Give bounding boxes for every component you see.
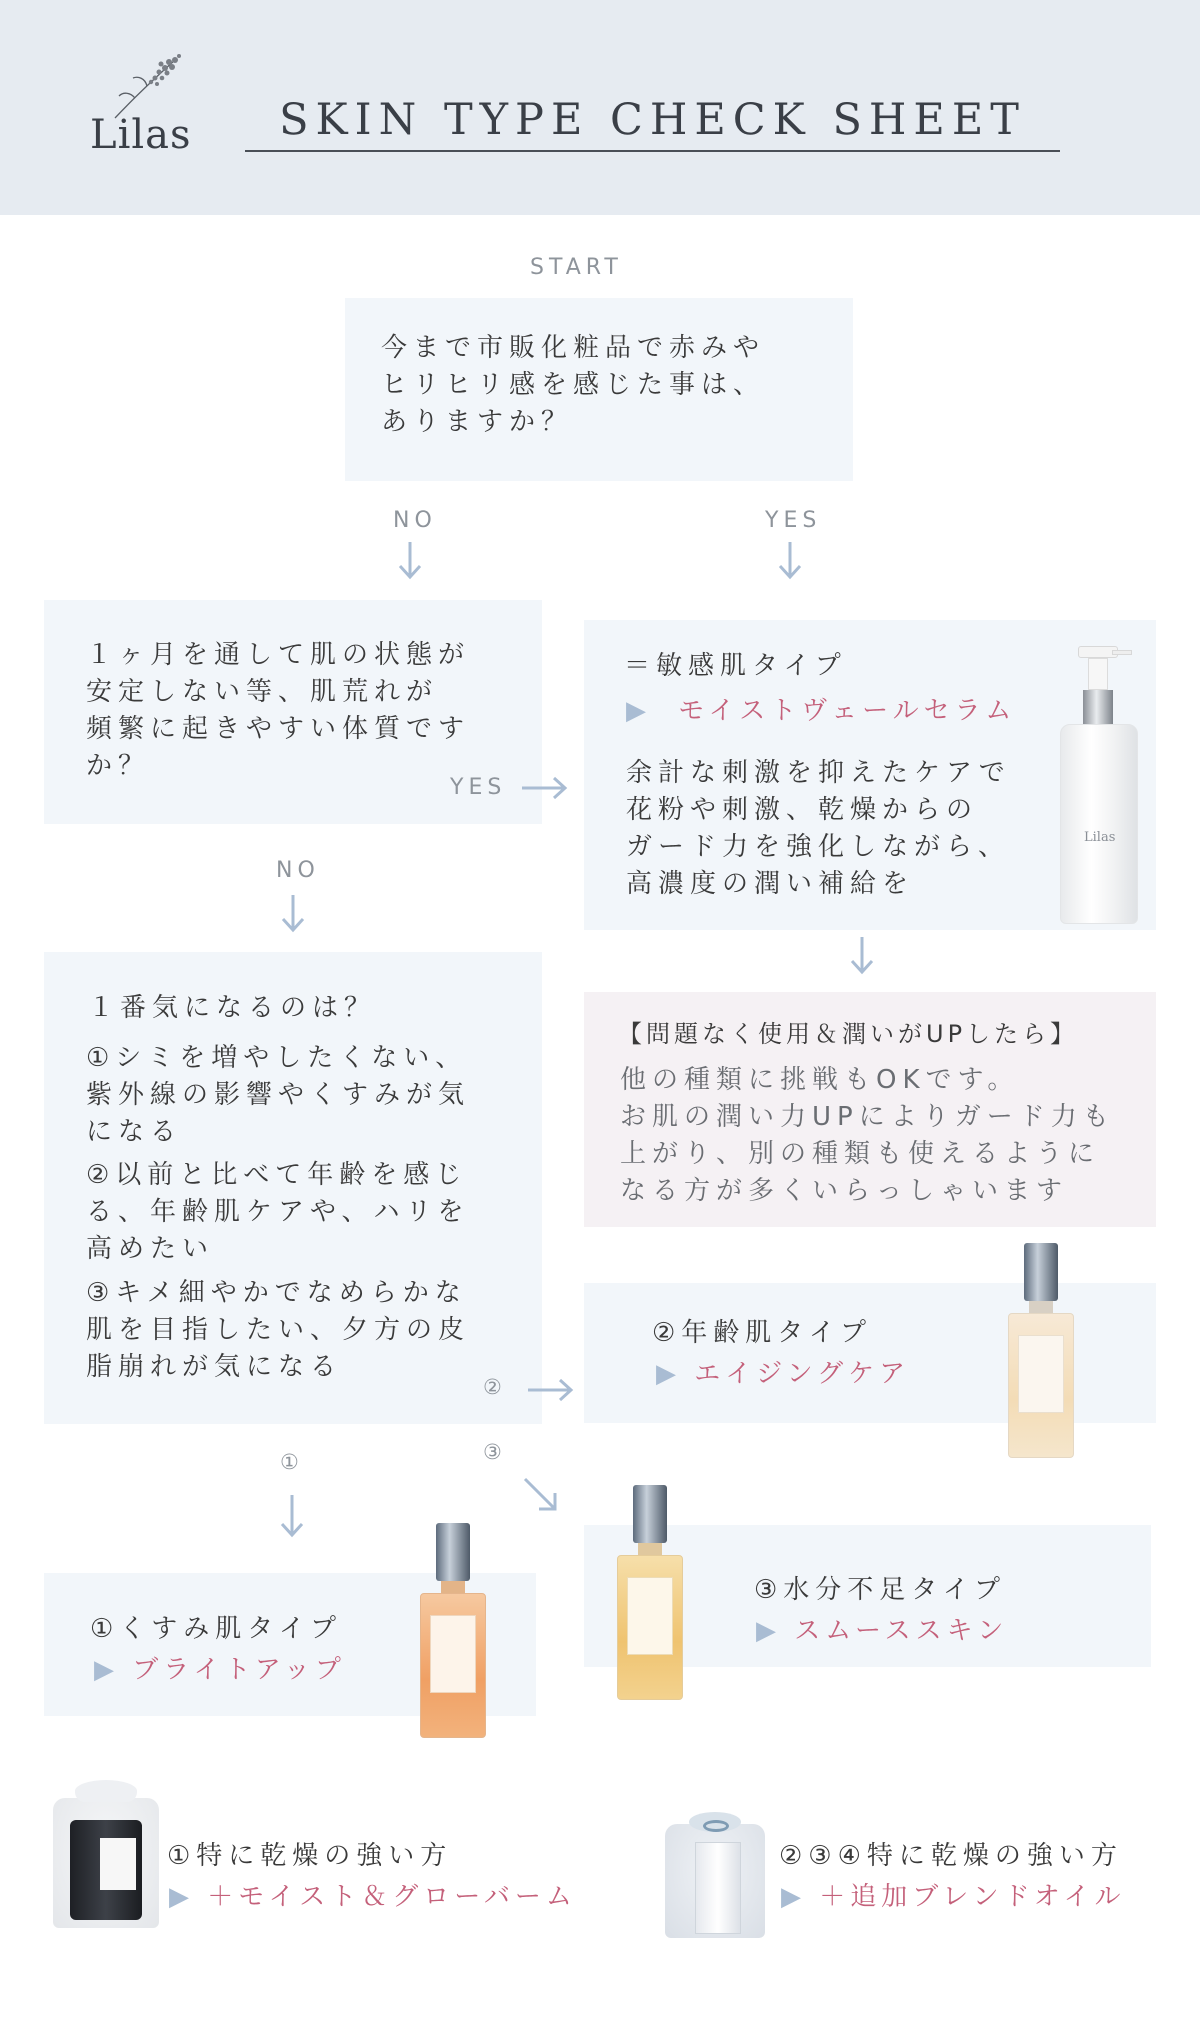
- down-arrow-icon: [398, 540, 422, 580]
- note-line-2: お肌の潤い力UPによりガード力も: [620, 1102, 1115, 1132]
- option-1-line-2: 紫外線の影響やくすみが気: [86, 1080, 471, 1110]
- aging-type-title: ②年齢肌タイプ: [652, 1318, 873, 1348]
- down-arrow-icon: [850, 935, 874, 975]
- balm-product-link[interactable]: [169, 1876, 577, 1913]
- dull-product-link[interactable]: [94, 1649, 346, 1686]
- serum-bottle-label: Lilas: [1084, 830, 1116, 845]
- bottom-left-title: ①特に乾燥の強い方: [167, 1841, 453, 1871]
- question-2-line-1: １ヶ月を通して肌の状態が: [86, 640, 471, 670]
- dry-bottle-image: [617, 1485, 683, 1700]
- down-arrow-icon: [778, 540, 802, 580]
- sensitive-type-box: [584, 620, 1156, 930]
- oil-product-link[interactable]: [781, 1876, 1126, 1913]
- triangle-icon: ▶: [626, 696, 651, 726]
- dull-type-title: ①くすみ肌タイプ: [90, 1614, 343, 1644]
- diagonal-arrow-icon: [522, 1476, 560, 1514]
- down-arrow-icon: [281, 893, 305, 933]
- note-box: [584, 992, 1156, 1227]
- triangle-icon: ▶: [656, 1359, 681, 1389]
- dry-product-link[interactable]: [756, 1610, 1008, 1647]
- oil-gift-bag-image: [655, 1812, 775, 1942]
- option-3-line-3: 脂崩れが気になる: [86, 1352, 343, 1382]
- triangle-icon: ▶: [94, 1655, 119, 1685]
- question-3-title: １番気になるのは？: [88, 993, 377, 1023]
- answer-no-label: NO: [393, 508, 437, 533]
- title-underline: [245, 150, 1060, 152]
- sensitive-product-link[interactable]: [626, 690, 1016, 727]
- note-line-1: 他の種類に挑戦もOKです。: [620, 1065, 1020, 1095]
- option-1-marker: ①: [280, 1450, 299, 1474]
- option-2-marker: ②: [483, 1375, 502, 1399]
- question-1-line-1: 今まで市販化粧品で赤みや: [381, 333, 766, 363]
- triangle-icon: ▶: [781, 1882, 806, 1912]
- down-arrow-icon: [280, 1493, 304, 1538]
- balm-product-name: ＋モイスト＆グローバーム: [207, 1882, 577, 1912]
- question-2-line-2: 安定しない等、肌荒れが: [86, 677, 439, 707]
- sensitive-product-name: モイストヴェールセラム: [678, 696, 1017, 726]
- question-3-box: [44, 952, 542, 1424]
- bottom-right-title: ②③④特に乾燥の強い方: [779, 1841, 1123, 1871]
- option-2-line-2: る、年齢肌ケアや、ハリを: [86, 1197, 470, 1227]
- brand-logo[interactable]: Lilas: [90, 112, 192, 158]
- option-3-line-1: ③キメ細やかでなめらかな: [86, 1278, 467, 1308]
- sensitive-desc-line-4: 高濃度の潤い補給を: [626, 869, 915, 899]
- option-2-line-3: 高めたい: [86, 1234, 215, 1264]
- dull-bottle-image: [420, 1523, 486, 1738]
- question-1-line-3: ありますか？: [381, 407, 574, 437]
- question-1-box: [345, 298, 853, 481]
- sensitive-type-title: ＝敏感肌タイプ: [624, 651, 847, 681]
- option-2-line-1: ②以前と比べて年齢を感じ: [86, 1160, 468, 1190]
- option-1-line-1: ①シミを増やしたくない、: [86, 1043, 468, 1073]
- right-arrow-icon: [520, 776, 568, 800]
- serum-bottle-image: [1056, 646, 1146, 926]
- sensitive-desc-line-2: 花粉や刺激、乾燥からの: [626, 795, 979, 825]
- option-3-line-2: 肌を目指したい、夕方の皮: [86, 1315, 471, 1345]
- aging-product-name: エイジングケア: [694, 1359, 911, 1389]
- answer-yes-label: YES: [450, 775, 507, 800]
- start-label: START: [530, 255, 623, 280]
- note-line-3: 上がり、別の種類も使えるように: [620, 1139, 1101, 1169]
- dry-type-title: ③水分不足タイプ: [754, 1575, 1007, 1605]
- note-line-4: なる方が多くいらっしゃいます: [620, 1176, 1069, 1206]
- option-1-line-3: になる: [86, 1117, 183, 1147]
- dry-product-name: スムーススキン: [794, 1616, 1009, 1646]
- question-2-line-4: か？: [86, 751, 151, 781]
- dull-product-name: ブライトアップ: [132, 1655, 346, 1685]
- sensitive-desc-line-3: ガード力を強化しながら、: [626, 832, 1011, 862]
- aging-bottle-image: [1008, 1243, 1074, 1458]
- triangle-icon: ▶: [169, 1882, 194, 1912]
- question-2-line-3: 頻繁に起きやすい体質です: [86, 714, 471, 744]
- oil-product-name: ＋追加ブレンドオイル: [819, 1882, 1126, 1912]
- right-arrow-icon: [526, 1378, 574, 1402]
- question-1-line-2: ヒリヒリ感を感じた事は、: [381, 370, 766, 400]
- page-title: SKIN TYPE CHECK SHEET: [279, 95, 1026, 145]
- option-3-marker: ③: [483, 1440, 502, 1464]
- note-title: 【問題なく使用＆潤いがUPしたら】: [618, 1020, 1079, 1048]
- aging-product-link[interactable]: [656, 1353, 910, 1390]
- answer-yes-label: YES: [765, 508, 822, 533]
- balm-gift-bag-image: [45, 1780, 165, 1930]
- sensitive-desc-line-1: 余計な刺激を抑えたケアで: [626, 758, 1011, 788]
- triangle-icon: ▶: [756, 1616, 781, 1646]
- answer-no-label: NO: [276, 858, 320, 883]
